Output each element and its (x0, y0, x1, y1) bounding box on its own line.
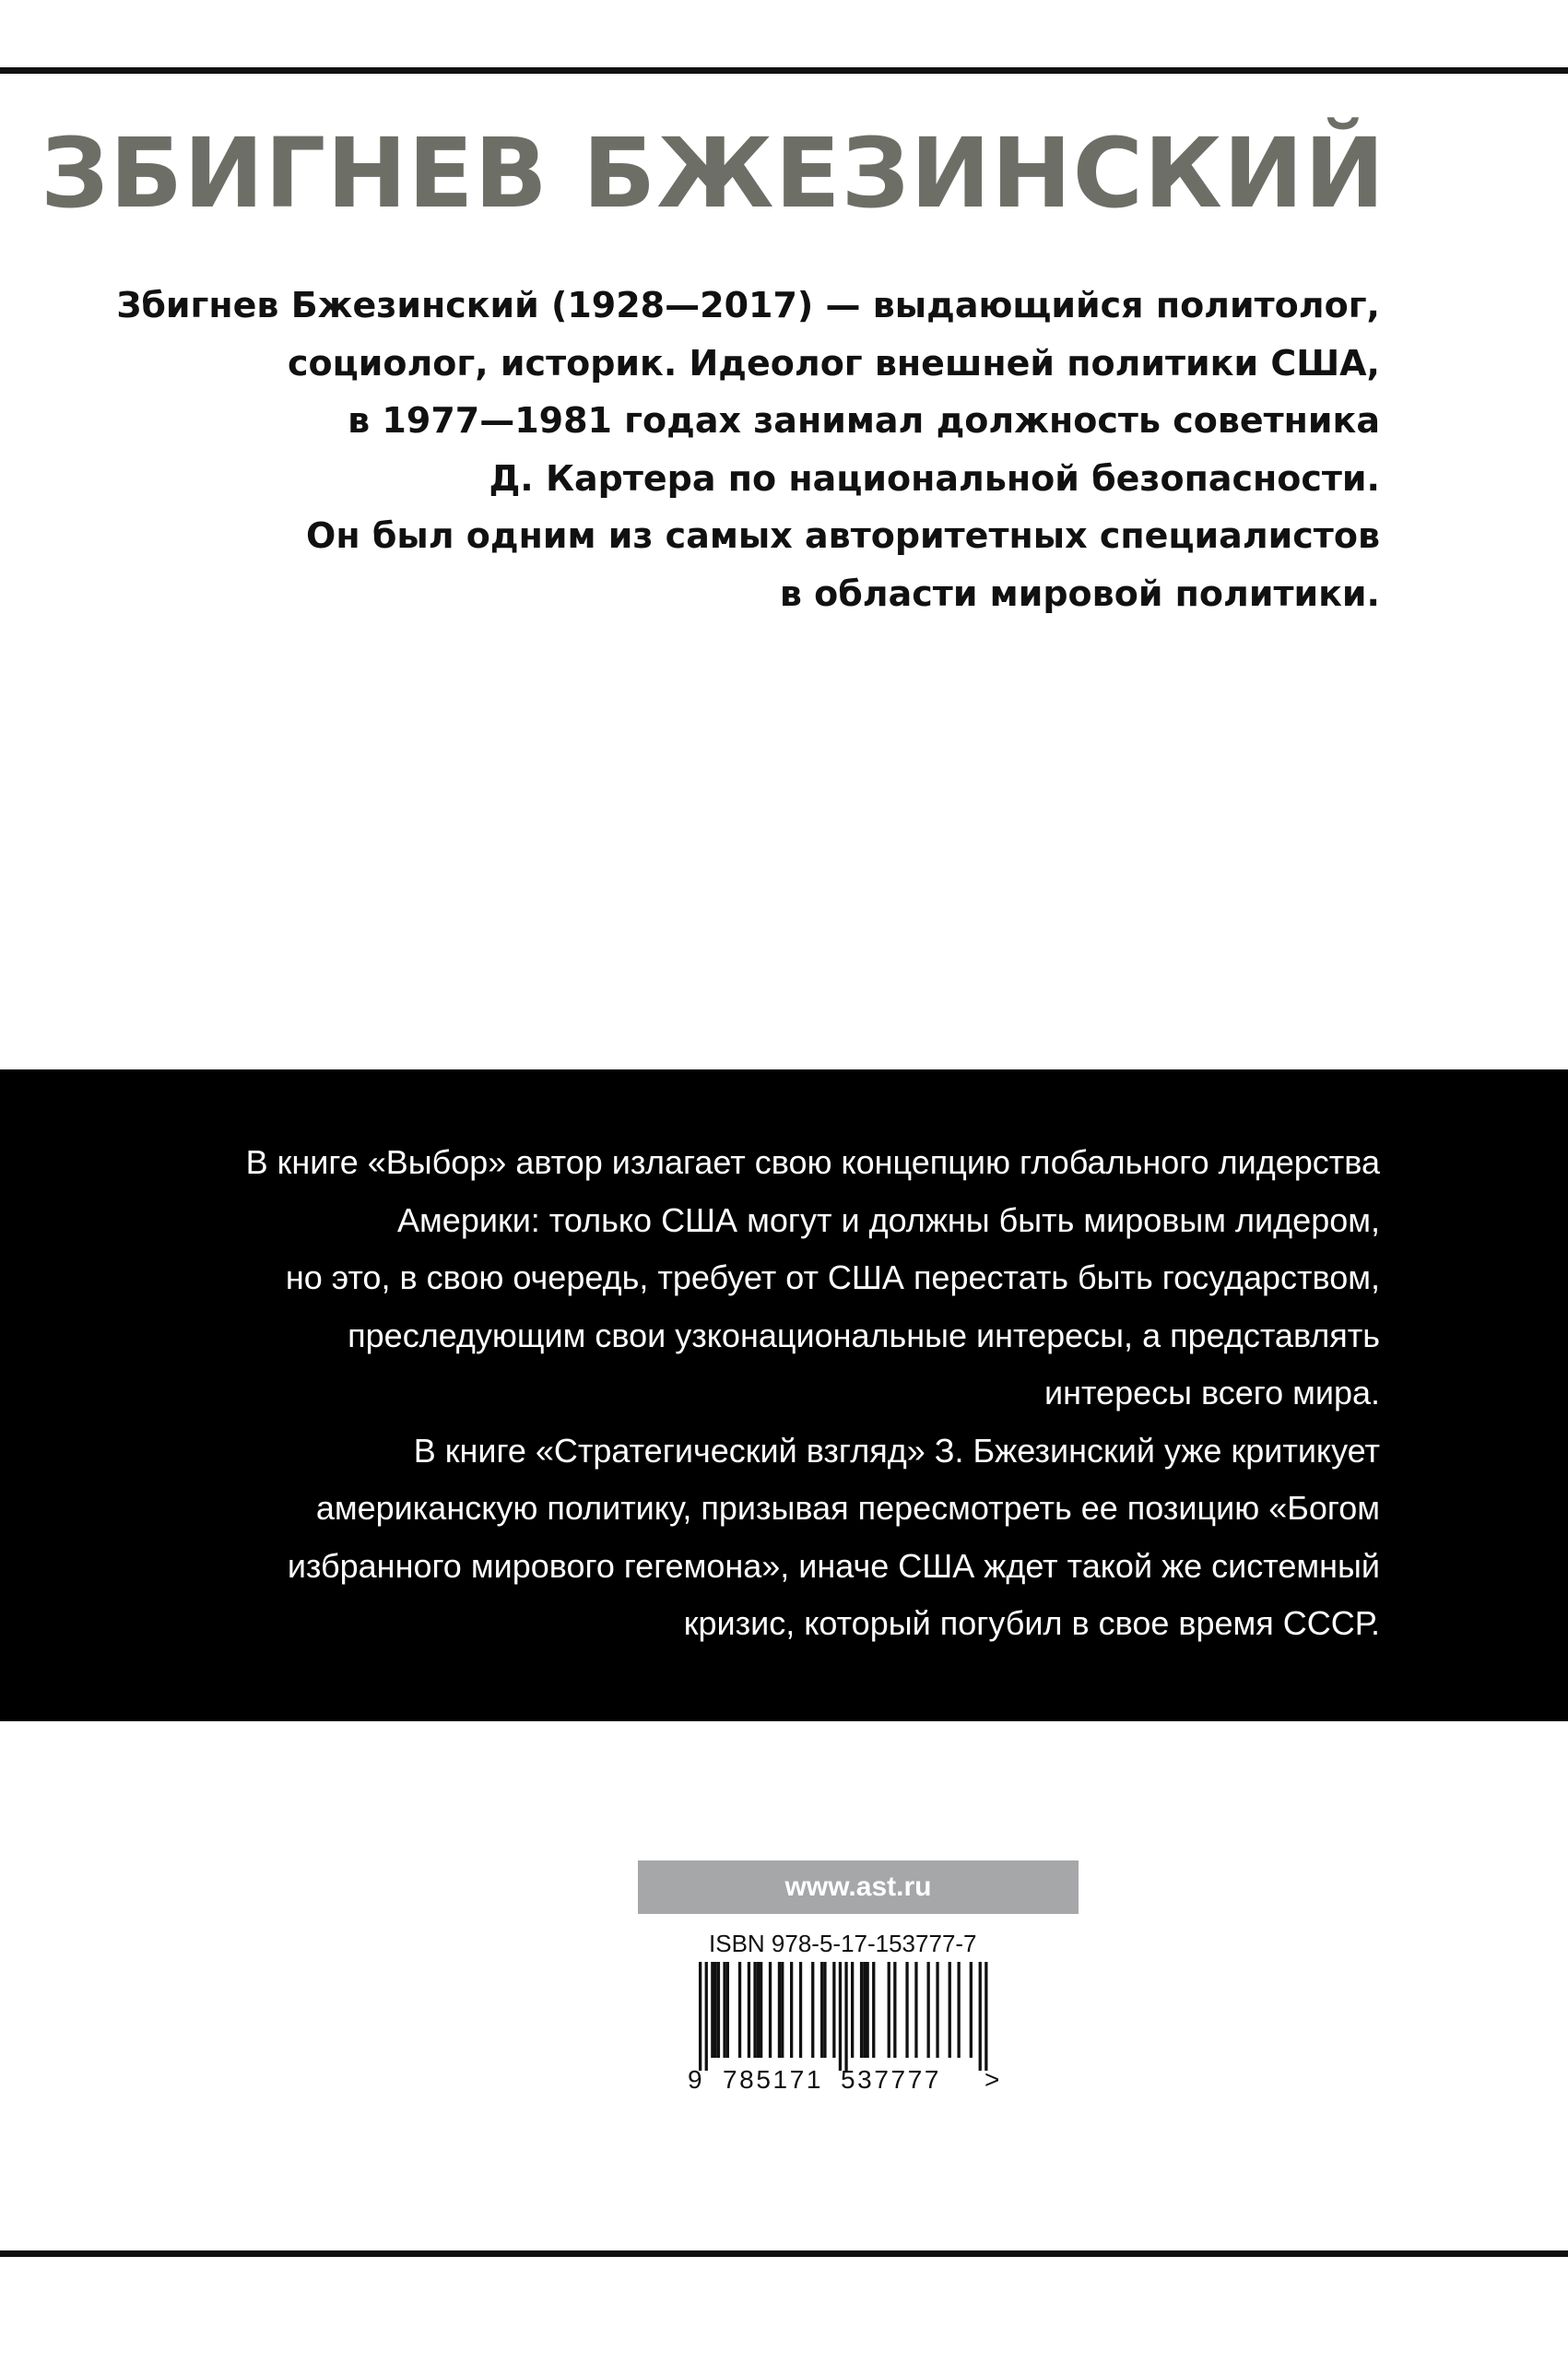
website-url[interactable]: www.ast.ru (638, 1860, 1079, 1914)
barcode-bar (723, 1962, 725, 2058)
annotation-line: но это, в свою очередь, требует от США перестать быть государством, (285, 1258, 1380, 1296)
barcode-bar (823, 1962, 826, 2058)
annotation-line: кризис, который погубил в свое время СССР. (683, 1604, 1380, 1642)
bio-line: в 1977—1981 годах занимал должность советника (348, 400, 1380, 441)
barcode-left-group: 785171 (723, 2065, 824, 2094)
barcode-bar (970, 1962, 973, 2058)
barcode-bar (799, 1962, 802, 2058)
barcode-bar (867, 1962, 869, 2058)
annotation-line: преследующим свои узконациональные интересы, а представлять (348, 1316, 1380, 1354)
barcode-bar (863, 1962, 866, 2058)
barcode-bar (781, 1962, 784, 2058)
bio-line: Д. Картера по национальной безопасности. (489, 457, 1380, 499)
author-bio (89, 277, 1380, 622)
barcode-bar (927, 1962, 930, 2058)
barcode-right-group: 537777 (841, 2065, 942, 2094)
annotation-line: Америки: только США могут и должны быть мировым лидером, (397, 1200, 1380, 1239)
barcode-image (684, 1962, 997, 2071)
barcode-bar (717, 1962, 720, 2058)
barcode-bar (949, 1962, 951, 2058)
barcode-bar (757, 1962, 760, 2058)
barcode-guard-bar (979, 1962, 982, 2071)
barcode-quiet-zone-mark: > (984, 2065, 1000, 2094)
barcode-bar (914, 1962, 917, 2058)
barcode-bar (893, 1962, 896, 2058)
bio-line: Он был одним из самых авторитетных специалистов (306, 515, 1380, 556)
barcode-bar (711, 1962, 713, 2058)
barcode-bar (760, 1962, 762, 2058)
annotation-line: избранного мирового гегемона», иначе США ждет такой же системный (287, 1546, 1380, 1585)
barcode-guard-bar (699, 1962, 701, 2071)
barcode-bar (748, 1962, 750, 2058)
barcode-bar (753, 1962, 756, 2058)
annotation-line: интересы всего мира. (1043, 1374, 1380, 1411)
barcode-bar (790, 1962, 793, 2058)
barcode-bar (958, 1962, 961, 2058)
barcode-digits (684, 2063, 1016, 2096)
barcode-bar (714, 1962, 717, 2058)
annotation-line: В книге «Стратегический взгляд» З. Бжезинский уже критикует (413, 1431, 1380, 1470)
barcode-guard-bar (844, 1962, 847, 2071)
barcode-bar (832, 1962, 835, 2058)
barcode-bar (769, 1962, 772, 2058)
isbn-label: ISBN 978-5-17-153777-7 (709, 1930, 977, 1957)
barcode-bar (872, 1962, 875, 2058)
barcode-bar (726, 1962, 729, 2058)
barcode-bar (820, 1962, 823, 2058)
author-title: ЗБИГНЕВ БЖЕЗИНСКИЙ (40, 117, 1385, 230)
barcode-guard-bar (984, 1962, 987, 2071)
barcode-guard-bar (839, 1962, 842, 2071)
barcode-bar (936, 1962, 938, 2058)
barcode-bar (860, 1962, 863, 2058)
barcode-bar (851, 1962, 854, 2058)
barcode-bar (905, 1962, 908, 2058)
bottom-rule (0, 2250, 1568, 2257)
barcode-guard-bar (705, 1962, 708, 2071)
annotation-line: американскую политику, призывая пересмотреть ее позицию «Богом (315, 1489, 1380, 1527)
bio-line: Збигнев Бжезинский (1928—2017) — выдающийся политолог, (116, 285, 1380, 325)
barcode-bar (811, 1962, 814, 2058)
barcode-bar (738, 1962, 741, 2058)
bio-line: социолог, историк. Идеолог внешней политики США, (287, 342, 1380, 384)
barcode-bar (888, 1962, 890, 2058)
bio-line: в области мировой политики. (779, 573, 1380, 614)
barcode-bar (778, 1962, 781, 2058)
annotation-line: В книге «Выбор» автор излагает свою концепцию глобального лидерства (245, 1143, 1380, 1181)
book-annotation (89, 1134, 1380, 1653)
top-rule (0, 67, 1568, 74)
barcode-first-digit: 9 (688, 2065, 702, 2094)
